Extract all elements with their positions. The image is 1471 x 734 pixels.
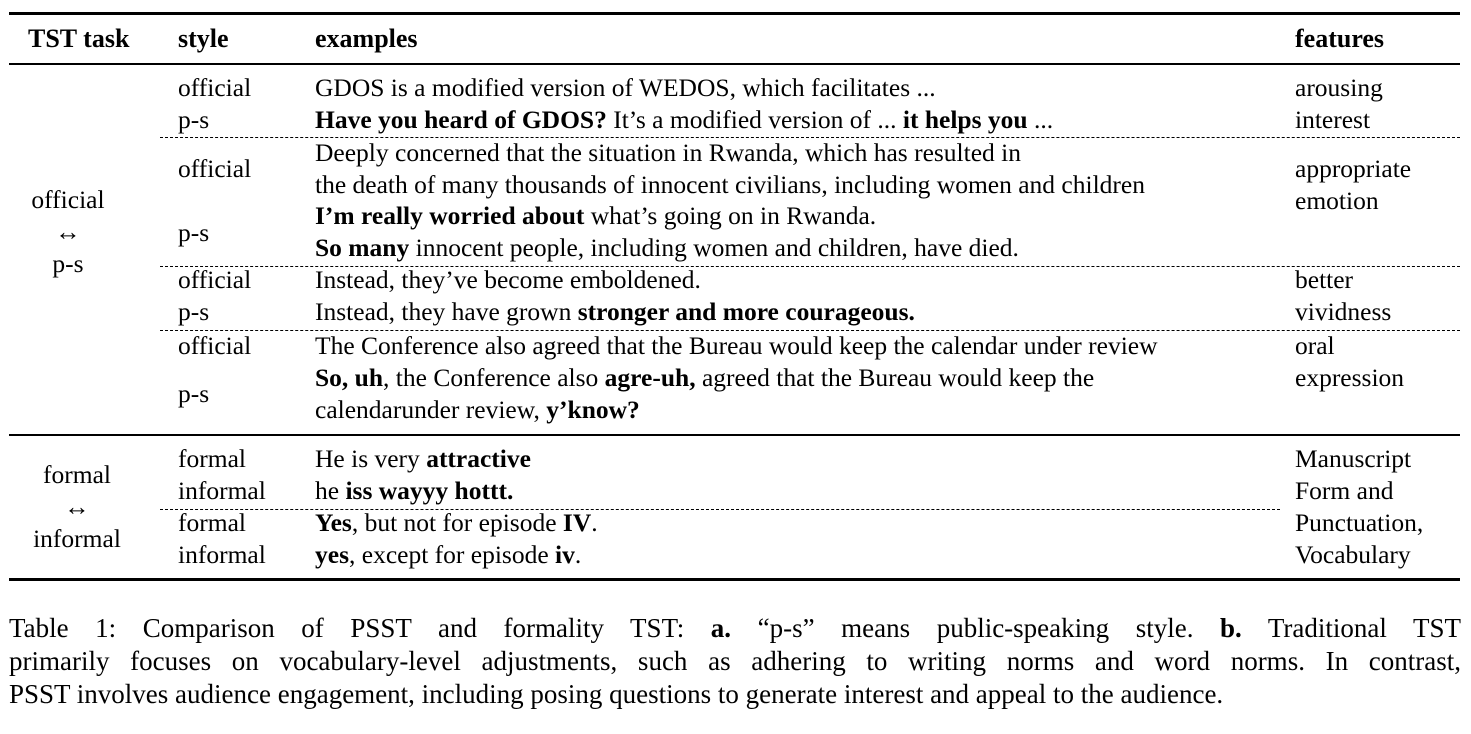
style-cell: informal <box>178 476 266 505</box>
header-task: TST task <box>28 24 130 53</box>
example-text: Yes <box>315 508 352 537</box>
example-text: It’s a modified version of ... <box>606 105 903 134</box>
task-arrow: ↔ <box>55 217 81 246</box>
caption-text: primarily focuses on vocabulary-level adjustments, such as adhering to writing norms and word norms. In contrast, <box>9 646 1461 676</box>
example-line <box>315 200 876 232</box>
style-cell: formal <box>178 444 246 473</box>
feature-cell: better <box>1295 265 1354 294</box>
style-cell: p-s <box>178 105 210 134</box>
feature-cell: Punctuation, <box>1295 508 1424 537</box>
task-label: p-s <box>52 249 84 278</box>
feature-cell: Vocabulary <box>1295 540 1411 569</box>
example-text: , but not for episode <box>351 508 563 537</box>
example-text: Deeply concerned that the situation in Rwanda, which has resulted in <box>315 138 1022 167</box>
example-text: the death of many thousands of innocent civilians, including women and children <box>315 170 1145 199</box>
style-cell: p-s <box>178 218 210 247</box>
caption-line <box>9 678 1461 711</box>
style-cell: official <box>178 331 252 360</box>
example-line <box>315 507 598 539</box>
example-text: innocent people, including women and children, have died. <box>409 233 1019 262</box>
example-text: ... <box>1027 105 1054 134</box>
caption-text: b. <box>1220 613 1242 643</box>
example-text: agre-uh, <box>604 363 696 392</box>
example-text: what’s going on in Rwanda. <box>584 201 877 230</box>
example-text: it helps you <box>902 105 1028 134</box>
caption-text: Table 1: Comparison of PSST and formality TST: <box>9 613 711 643</box>
feature-cell: oral <box>1295 331 1335 360</box>
caption-line <box>9 612 1461 645</box>
example-text: So, uh <box>315 363 384 392</box>
example-text: The Conference also agreed that the Bureau would keep the calendar under review <box>315 331 1158 360</box>
example-line <box>315 539 581 571</box>
style-cell: formal <box>178 508 246 537</box>
example-text: he <box>315 476 346 505</box>
example-text: , except for episode <box>349 540 556 569</box>
task-label: informal <box>33 524 121 553</box>
task-label: formal <box>43 460 111 489</box>
example-text: IV <box>562 508 592 537</box>
caption-text: Traditional TST <box>1241 613 1461 643</box>
task-arrow: ↔ <box>64 492 90 521</box>
example-text: attractive <box>426 444 531 473</box>
top-rule <box>9 12 1460 15</box>
example-text: Have you heard of GDOS? <box>315 105 607 134</box>
feature-cell: Manuscript <box>1295 444 1412 473</box>
style-cell: informal <box>178 540 266 569</box>
example-text: calendarunder review, <box>315 395 547 424</box>
example-text: I’m really worried about <box>315 201 585 230</box>
caption-line <box>9 645 1461 678</box>
example-text: y’know? <box>546 395 640 424</box>
example-text: stronger and more courageous. <box>577 297 915 326</box>
example-line <box>315 169 1145 201</box>
example-line <box>315 330 1158 362</box>
example-line <box>315 72 936 104</box>
style-cell: official <box>178 154 252 183</box>
example-line <box>315 104 1053 136</box>
example-text: agreed that the Bureau would keep the <box>695 363 1095 392</box>
example-text: , the Conference also <box>383 363 605 392</box>
example-line <box>315 264 701 296</box>
example-text: GDOS is a modified version of WEDOS, which facilitates ... <box>315 73 936 102</box>
example-text: . <box>574 540 582 569</box>
example-line <box>315 443 531 475</box>
feature-cell: vividness <box>1295 297 1392 326</box>
example-line <box>315 362 1094 394</box>
feature-cell: emotion <box>1295 186 1379 215</box>
feature-cell: interest <box>1295 105 1371 134</box>
bottom-rule <box>9 578 1460 581</box>
example-line <box>315 137 1021 169</box>
caption-text: “p-s” means public-speaking style. <box>731 613 1221 643</box>
caption-text: a. <box>710 613 732 643</box>
style-cell: official <box>178 73 252 102</box>
example-text: He is very <box>315 444 427 473</box>
table-caption <box>9 612 1461 711</box>
example-text: yes <box>315 540 349 569</box>
task-label: official <box>31 185 105 214</box>
header-features: features <box>1295 24 1385 53</box>
example-text: . <box>591 508 598 537</box>
feature-cell: arousing <box>1295 73 1383 102</box>
example-line <box>315 394 640 426</box>
example-line <box>315 232 1019 264</box>
feature-cell: expression <box>1295 363 1405 392</box>
example-line <box>315 296 915 328</box>
group-rule <box>9 434 1460 436</box>
example-text: So many <box>315 233 410 262</box>
style-cell: p-s <box>178 379 210 408</box>
example-text: Instead, they’ve become emboldened. <box>315 265 701 294</box>
feature-cell: appropriate <box>1295 154 1412 183</box>
example-line <box>315 475 513 507</box>
header-style: style <box>178 24 229 53</box>
feature-cell: Form and <box>1295 476 1394 505</box>
style-cell: official <box>178 265 252 294</box>
example-text: iv <box>555 540 575 569</box>
header-examples: examples <box>315 24 418 53</box>
header-rule <box>9 63 1460 65</box>
caption-text: PSST involves audience engagement, including posing questions to generate interest and appeal to the audience. <box>9 679 1224 709</box>
example-text: iss wayyy hottt. <box>345 476 514 505</box>
example-text: Instead, they have grown <box>315 297 578 326</box>
style-cell: p-s <box>178 297 210 326</box>
